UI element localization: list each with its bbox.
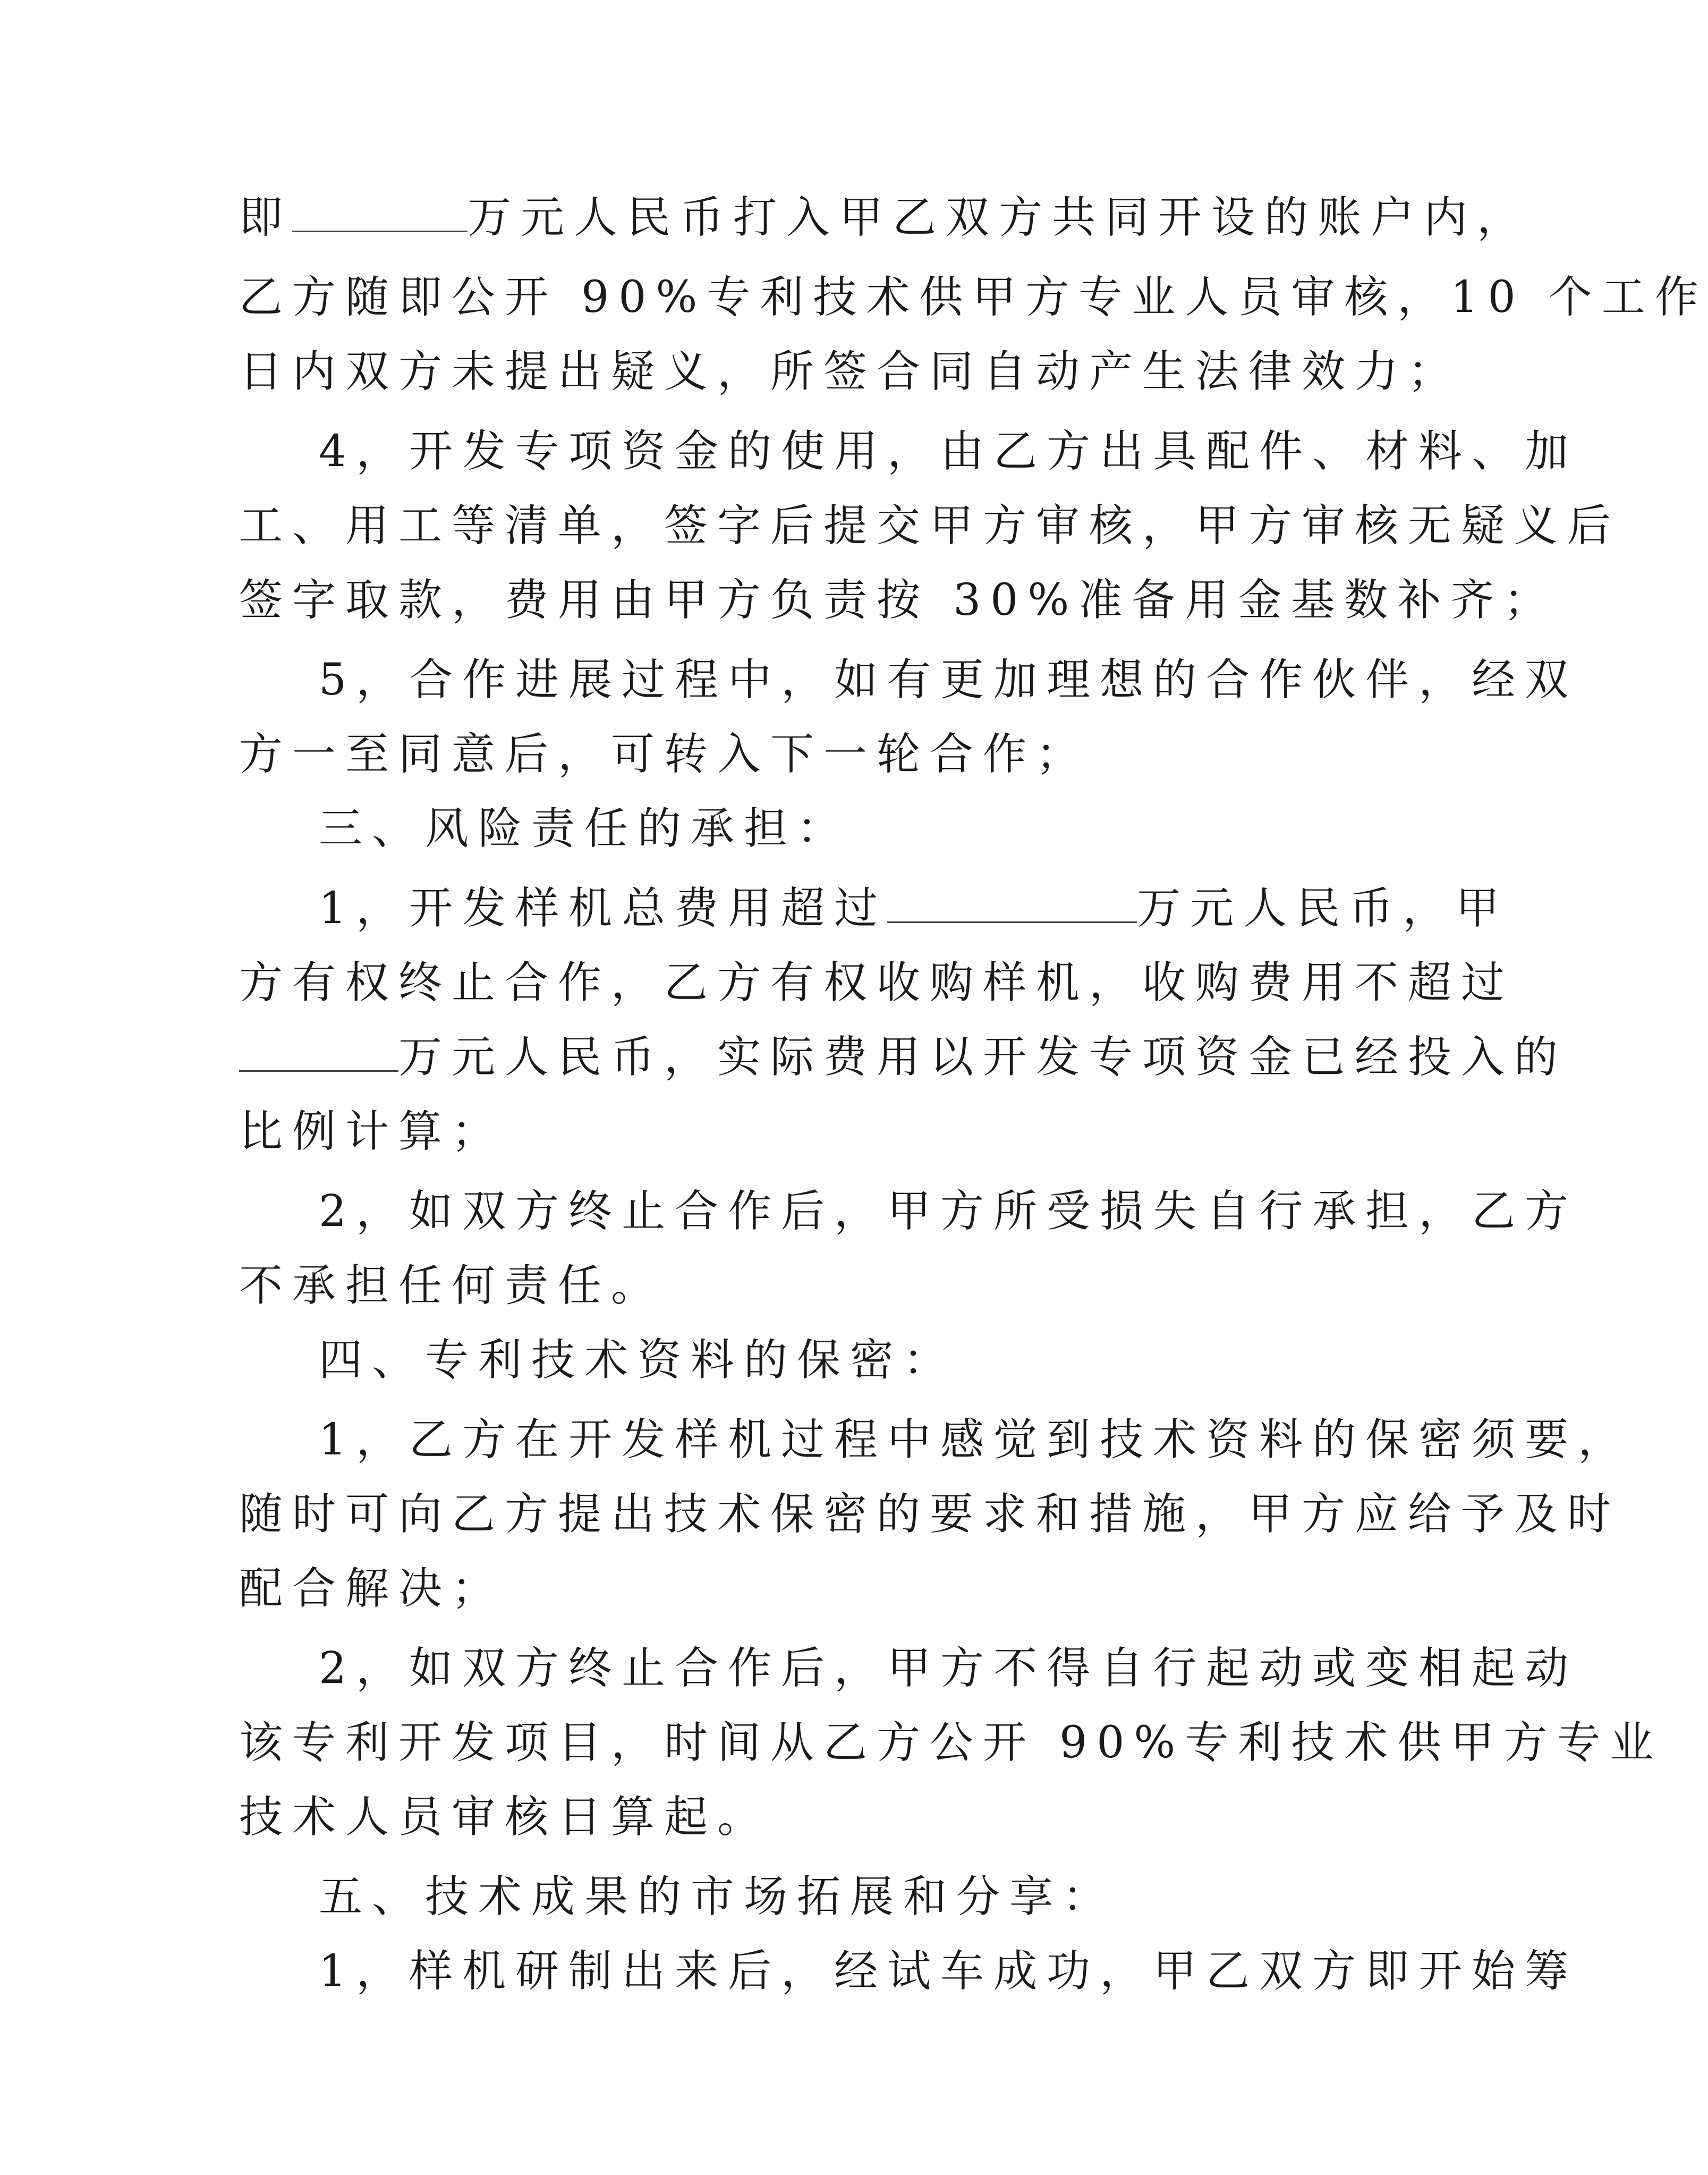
section-heading: 五、技术成果的市场拓展和分享：: [319, 1872, 1116, 1922]
paragraph-line: 方有权终止合作，乙方有权收购样机，收购费用不超过: [239, 958, 1515, 1008]
paragraph-line: 工、用工等清单，签字后提交甲方审核，甲方审核无疑义后: [239, 501, 1621, 551]
paragraph-line: 5，合作进展过程中，如有更加理想的合作伙伴，经双: [319, 655, 1578, 705]
section-heading: 四、专利技术资料的保密：: [319, 1335, 957, 1385]
paragraph-line: 1，开发样机总费用超过 万元人民币，甲: [319, 883, 1509, 934]
blank-field: [292, 192, 468, 232]
paragraph-line: 4，开发专项资金的使用，由乙方出具配件、材料、加: [319, 426, 1578, 477]
paragraph-line: 配合解决；: [239, 1563, 505, 1614]
paragraph-line: 1，样机研制出来后，经试车成功，甲乙双方即开始筹: [319, 1946, 1578, 1996]
paragraph-line: 2，如双方终止合作后，甲方不得自行起动或变相起动: [319, 1643, 1578, 1694]
paragraph-line: 随时可向乙方提出技术保密的要求和措施，甲方应给予及时: [239, 1489, 1621, 1539]
paragraph-line: 即 万元人民币打入甲乙双方共同开设的账户内，: [239, 192, 1531, 243]
paragraph-line: 方一至同意后，可转入下一轮合作；: [239, 729, 1090, 780]
paragraph-line: 比例计算；: [239, 1106, 505, 1157]
paragraph-line: 日内双方未提出疑义，所签合同自动产生法律效力；: [239, 346, 1461, 397]
section-heading: 三、风险责任的承担：: [319, 803, 851, 854]
paragraph-line: 签字取款，费用由甲方负责按 30%准备用金基数补齐；: [239, 575, 1557, 625]
blank-field: [239, 1032, 398, 1072]
paragraph-line: 2，如双方终止合作后，甲方所受损失自行承担，乙方: [319, 1186, 1578, 1237]
paragraph-line: 不承担任何责任。: [239, 1260, 665, 1311]
paragraph-line: 乙方随即公开 90%专利技术供甲方专业人员审核，10 个工作: [239, 272, 1708, 323]
paragraph-line: 该专利开发项目，时间从乙方公开 90%专利技术供甲方专业: [239, 1717, 1663, 1768]
blank-field: [887, 883, 1137, 923]
paragraph-line: 1，乙方在开发样机过程中感觉到技术资料的保密须要，: [319, 1415, 1631, 1465]
paragraph-line: 技术人员审核日算起。: [239, 1792, 771, 1842]
paragraph-line: 万元人民币，实际费用以开发专项资金已经投入的: [239, 1031, 1567, 1084]
